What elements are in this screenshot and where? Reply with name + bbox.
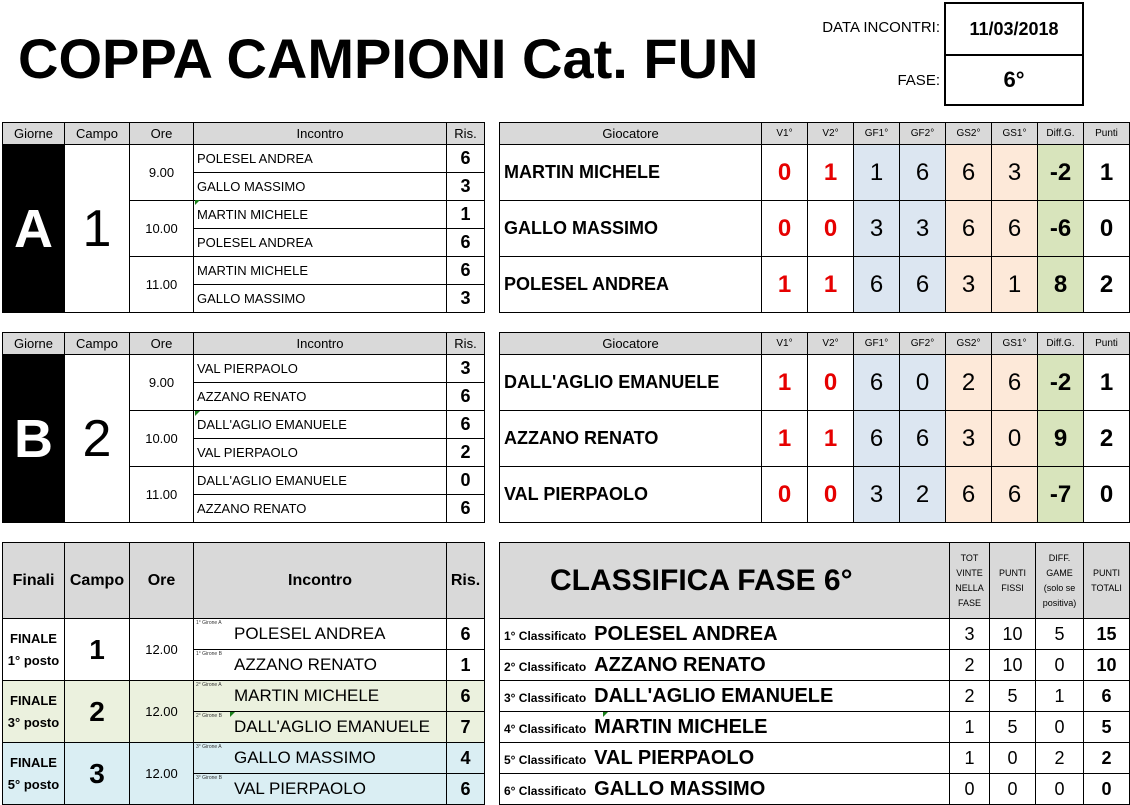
col-giocatore: Giocatore [500,333,762,355]
punti-totali-cell: 6 [1084,681,1130,712]
gs2-cell: 6 [946,145,992,201]
data-incontri-value: 11/03/2018 [944,2,1084,56]
player-name: MARTIN MICHELE [500,145,762,201]
final-label-line1: FINALE [10,692,57,708]
col-diff: Diff.G. [1038,333,1084,355]
final-score: 6 [447,774,485,805]
punti-fissi-cell: 0 [990,743,1036,774]
ranking-table [499,542,1130,805]
fase-label: FASE: [897,72,940,89]
v1-cell: 1 [762,355,808,411]
match-player: POLESEL ANDREA [194,145,447,173]
gf2-cell: 3 [900,201,946,257]
diff-game-cell: 0 [1036,650,1084,681]
diff-game-cell: 0 [1036,774,1084,805]
col-ore: Ore [130,333,194,355]
v2-cell: 0 [808,355,854,411]
final-player: 1° Girone B AZZANO RENATO [194,650,447,681]
col-v2: V2° [808,123,854,145]
comment-marker-icon [195,200,200,205]
gf1-cell: 3 [854,201,900,257]
col-finali: Finali [3,543,65,619]
final-player: 1° Girone A POLESEL ANDREA [194,619,447,650]
match-time: 10.00 [130,201,194,257]
col-gs2: GS2° [946,333,992,355]
ranking-player: 2° Classificato AZZANO RENATO [500,650,950,681]
col-punti: Punti [1084,333,1130,355]
player-name: DALL'AGLIO EMANUELE [500,355,762,411]
match-time: 11.00 [130,467,194,523]
final-player: 3° Girone A GALLO MASSIMO [194,743,447,774]
punti-fissi-cell: 5 [990,681,1036,712]
gs2-cell: 3 [946,257,992,313]
seed-tag: 3° Girone B [196,775,222,781]
punti-totali-cell: 10 [1084,650,1130,681]
seed-tag: 1° Girone A [196,620,222,626]
gf2-cell: 6 [900,257,946,313]
tot-vinte-cell: 2 [950,681,990,712]
match-score: 0 [447,467,485,495]
field-number: 2 [65,355,130,523]
col-gf2: GF2° [900,123,946,145]
final-player: 2° Girone A MARTIN MICHELE [194,681,447,712]
col-punti: Punti [1084,123,1130,145]
col-giorne: Giorne [3,123,65,145]
diff-cell: -2 [1038,145,1084,201]
punti-totali-cell: 2 [1084,743,1130,774]
v2-cell: 1 [808,411,854,467]
ranking-player: 4° Classificato MARTIN MICHELE [500,712,950,743]
ranking-position: 4° Classificato [504,721,587,736]
col-ris: Ris. [447,543,485,619]
ranking-position: 1° Classificato [504,628,587,643]
ranking-position: 2° Classificato [504,659,587,674]
match-score: 3 [447,285,485,313]
match-time: 11.00 [130,257,194,313]
seed-tag: 2° Girone A [196,682,222,688]
player-row [500,467,1130,523]
player-name: AZZANO RENATO [500,411,762,467]
final-score: 6 [447,681,485,712]
col-gf2: GF2° [900,333,946,355]
gs2-cell: 6 [946,467,992,523]
diff-cell: 9 [1038,411,1084,467]
tot-vinte-cell: 1 [950,712,990,743]
seed-tag: 2° Girone B [196,713,222,719]
col-v2: V2° [808,333,854,355]
gf1-cell: 3 [854,467,900,523]
final-label-line2: 3° posto [7,714,60,730]
group-letter: A [3,145,65,313]
match-player: MARTIN MICHELE [194,201,447,229]
diff-game-cell: 2 [1036,743,1084,774]
gs1-cell: 0 [992,411,1038,467]
player-name: POLESEL ANDREA [500,257,762,313]
gf1-cell: 1 [854,145,900,201]
col-diff: Diff.G. [1038,123,1084,145]
ranking-position: 6° Classificato [504,783,587,798]
final-score: 4 [447,743,485,774]
match-score: 6 [447,257,485,285]
diff-game-cell: 0 [1036,712,1084,743]
match-player: GALLO MASSIMO [194,285,447,313]
schedule-table-group-b [2,332,485,523]
match-player: MARTIN MICHELE [194,257,447,285]
gf1-cell: 6 [854,411,900,467]
match-player: GALLO MASSIMO [194,173,447,201]
final-label [3,681,65,743]
v1-cell: 0 [762,467,808,523]
ranking-row [500,712,1130,743]
match-player: AZZANO RENATO [194,383,447,411]
match-score: 6 [447,411,485,439]
punti-totali-cell: 15 [1084,619,1130,650]
gs1-cell: 6 [992,201,1038,257]
match-score: 3 [447,355,485,383]
v2-cell: 1 [808,257,854,313]
punti-fissi-cell: 10 [990,650,1036,681]
match-player: DALL'AGLIO EMANUELE [194,467,447,495]
fase-value: 6° [944,54,1084,106]
match-score: 6 [447,229,485,257]
final-score: 6 [447,619,485,650]
ranking-player: 6° Classificato GALLO MASSIMO [500,774,950,805]
ranking-row [500,650,1130,681]
tot-vinte-cell: 1 [950,743,990,774]
punti-totali-cell: 0 [1084,774,1130,805]
final-label-line1: FINALE [10,754,57,770]
gf2-cell: 0 [900,355,946,411]
punti-cell: 2 [1084,411,1130,467]
match-score: 3 [447,173,485,201]
col-incontro: Incontro [194,123,447,145]
match-time: 9.00 [130,145,194,201]
v2-cell: 0 [808,201,854,257]
final-time: 12.00 [130,619,194,681]
ranking-player: 5° Classificato VAL PIERPAOLO [500,743,950,774]
final-score: 1 [447,650,485,681]
col-diff-game: DIFF. GAME (solo se positiva) [1036,543,1084,619]
diff-game-cell: 5 [1036,619,1084,650]
diff-cell: -2 [1038,355,1084,411]
tot-vinte-cell: 3 [950,619,990,650]
col-campo: Campo [65,123,130,145]
punti-fissi-cell: 5 [990,712,1036,743]
col-gf1: GF1° [854,333,900,355]
match-score: 2 [447,439,485,467]
punti-fissi-cell: 0 [990,774,1036,805]
diff-game-cell: 1 [1036,681,1084,712]
gs2-cell: 6 [946,201,992,257]
final-time: 12.00 [130,743,194,805]
col-ris: Ris. [447,333,485,355]
comment-marker-icon [603,712,608,717]
stats-table-group-a [499,122,1130,313]
col-gs1: GS1° [992,123,1038,145]
player-row [500,411,1130,467]
final-field: 2 [65,681,130,743]
col-punti-fissi: PUNTI FISSI [990,543,1036,619]
ranking-title: CLASSIFICA FASE 6° [500,543,950,619]
diff-cell: 8 [1038,257,1084,313]
diff-cell: -7 [1038,467,1084,523]
final-label-line2: 1° posto [7,652,60,668]
col-ore: Ore [130,543,194,619]
final-player: 2° Girone B DALL'AGLIO EMANUELE [194,712,447,743]
col-v1: V1° [762,333,808,355]
punti-totali-cell: 5 [1084,712,1130,743]
match-score: 6 [447,495,485,523]
match-player: AZZANO RENATO [194,495,447,523]
col-ris: Ris. [447,123,485,145]
comment-marker-icon [230,712,235,717]
col-tot-vinte: TOT VINTE NELLA FASE [950,543,990,619]
ranking-player: 3° Classificato DALL'AGLIO EMANUELE [500,681,950,712]
gf1-cell: 6 [854,355,900,411]
col-incontro: Incontro [194,543,447,619]
tot-vinte-cell: 2 [950,650,990,681]
col-gs1: GS1° [992,333,1038,355]
match-player: POLESEL ANDREA [194,229,447,257]
punti-cell: 1 [1084,355,1130,411]
player-name: GALLO MASSIMO [500,201,762,257]
player-row [500,257,1130,313]
ranking-position: 5° Classificato [504,752,587,767]
player-row [500,145,1130,201]
col-incontro: Incontro [194,333,447,355]
match-time: 10.00 [130,411,194,467]
group-letter: B [3,355,65,523]
gs1-cell: 6 [992,467,1038,523]
field-number: 1 [65,145,130,313]
final-label-line2: 5° posto [7,776,60,792]
punti-cell: 2 [1084,257,1130,313]
col-punti-totali: PUNTI TOTALI [1084,543,1130,619]
tot-vinte-cell: 0 [950,774,990,805]
comment-marker-icon [195,411,200,416]
col-giorne: Giorne [3,333,65,355]
match-score: 6 [447,383,485,411]
final-score: 7 [447,712,485,743]
ranking-row [500,743,1130,774]
diff-cell: -6 [1038,201,1084,257]
page-title: COPPA CAMPIONI Cat. FUN [18,27,759,90]
v2-cell: 0 [808,467,854,523]
gs1-cell: 6 [992,355,1038,411]
final-time: 12.00 [130,681,194,743]
seed-tag: 3° Girone A [196,744,222,750]
stats-table-group-b [499,332,1130,523]
final-label [3,743,65,805]
data-incontri-label: DATA INCONTRI: [822,19,940,36]
punti-cell: 0 [1084,201,1130,257]
player-name: VAL PIERPAOLO [500,467,762,523]
final-label-line1: FINALE [10,630,57,646]
gs1-cell: 1 [992,257,1038,313]
match-player: VAL PIERPAOLO [194,355,447,383]
col-campo: Campo [65,543,130,619]
player-row [500,201,1130,257]
match-player: VAL PIERPAOLO [194,439,447,467]
gf2-cell: 6 [900,145,946,201]
col-giocatore: Giocatore [500,123,762,145]
ranking-row [500,774,1130,805]
match-player: DALL'AGLIO EMANUELE [194,411,447,439]
col-gs2: GS2° [946,123,992,145]
finals-table [2,542,485,805]
final-field: 3 [65,743,130,805]
v1-cell: 0 [762,201,808,257]
col-ore: Ore [130,123,194,145]
gs2-cell: 2 [946,355,992,411]
punti-cell: 0 [1084,467,1130,523]
gs2-cell: 3 [946,411,992,467]
col-gf1: GF1° [854,123,900,145]
gf2-cell: 6 [900,411,946,467]
punti-fissi-cell: 10 [990,619,1036,650]
ranking-position: 3° Classificato [504,690,587,705]
match-time: 9.00 [130,355,194,411]
schedule-table-group-a [2,122,485,313]
ranking-row [500,681,1130,712]
player-row [500,355,1130,411]
v1-cell: 1 [762,257,808,313]
ranking-player: 1° Classificato POLESEL ANDREA [500,619,950,650]
final-label [3,619,65,681]
col-v1: V1° [762,123,808,145]
gf2-cell: 2 [900,467,946,523]
gf1-cell: 6 [854,257,900,313]
match-score: 6 [447,145,485,173]
final-field: 1 [65,619,130,681]
gs1-cell: 3 [992,145,1038,201]
final-player: 3° Girone B VAL PIERPAOLO [194,774,447,805]
v1-cell: 1 [762,411,808,467]
ranking-row [500,619,1130,650]
v1-cell: 0 [762,145,808,201]
col-campo: Campo [65,333,130,355]
punti-cell: 1 [1084,145,1130,201]
seed-tag: 1° Girone B [196,651,222,657]
match-score: 1 [447,201,485,229]
v2-cell: 1 [808,145,854,201]
